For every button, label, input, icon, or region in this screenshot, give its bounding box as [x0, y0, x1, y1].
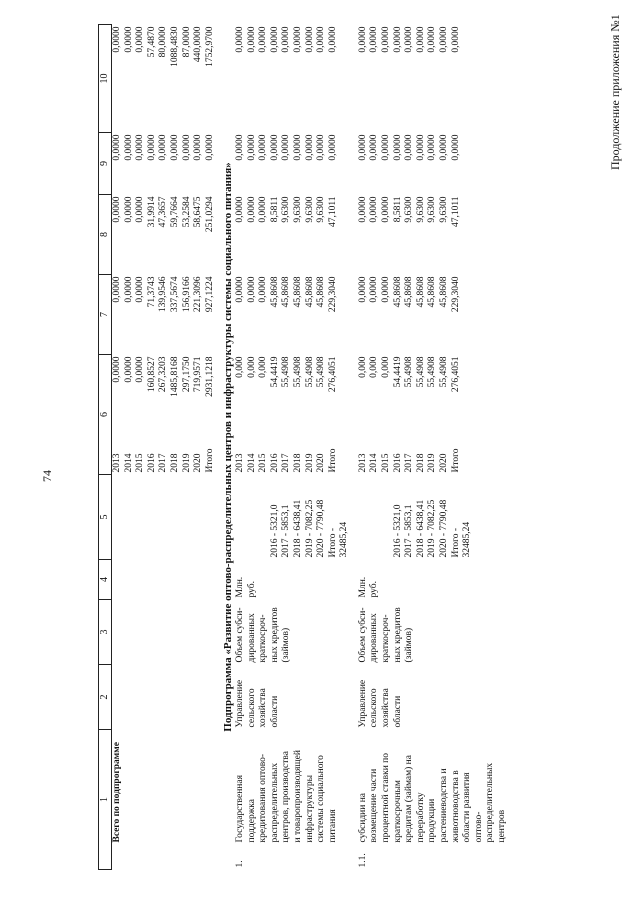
cell-line: 32485,24: [339, 521, 350, 558]
appendix-note: Продолжение приложения №1: [608, 14, 622, 170]
cell-line: 2016 - 5321,0: [392, 504, 403, 558]
row-years: [358, 435, 509, 475]
cell-line: ных кредитов: [269, 607, 280, 663]
cell-line: краткосроч-: [258, 614, 269, 663]
cell-line: 55,4908: [439, 356, 450, 388]
cell-line: 55,4908: [427, 356, 438, 388]
cell-line: 0,0000: [392, 26, 403, 53]
cell-line: 0,0000: [135, 276, 146, 303]
cell-line: 2020: [193, 453, 204, 473]
table-row: [235, 25, 351, 870]
row-col9: [358, 133, 509, 195]
row-unit: [235, 560, 351, 600]
cell-line: 0,0000: [258, 134, 269, 161]
cell-line: распределительных: [269, 762, 280, 843]
cell-line: 0,0000: [415, 26, 426, 53]
cell-line: 0,0000: [439, 26, 450, 53]
cell-line: 2020 - 7790,48: [316, 499, 327, 558]
cell-line: 0,0000: [415, 134, 426, 161]
cell-line: 2018: [169, 453, 180, 473]
cell-line: Итого: [327, 448, 338, 473]
cell-line: 45,8608: [292, 276, 303, 308]
cell-line: 0,0000: [158, 134, 169, 161]
cell-line: 2017: [281, 453, 292, 473]
cell-line: 0,0000: [123, 276, 134, 303]
col-header-9: 9: [99, 133, 112, 195]
cell-line: 0,0000: [258, 26, 269, 53]
cell-line: 2016: [392, 453, 403, 473]
row-indicator: [235, 600, 351, 665]
col-header-10: 10: [99, 25, 112, 133]
cell-line: центров, производства: [281, 751, 292, 843]
row-values: [235, 475, 351, 560]
cell-line: 9,6300: [439, 196, 450, 223]
cell-line: Объем субси-: [234, 607, 245, 663]
cell-line: [381, 477, 393, 558]
cell-line: 9,6300: [427, 196, 438, 223]
row-number: 1.1.: [357, 853, 368, 868]
cell-line: области: [269, 695, 280, 728]
cell-line: 0,0000: [135, 26, 146, 53]
cell-line: субсидии на: [357, 792, 368, 843]
cell-line: 0,0000: [427, 26, 438, 53]
cell-line: 47,1011: [327, 196, 338, 228]
cell-line: 2017: [404, 453, 415, 473]
cell-line: 2020: [316, 453, 327, 473]
cell-line: краткосрочным: [392, 780, 403, 843]
cell-line: 719,9571: [193, 356, 204, 393]
cell-line: 80,0000: [158, 26, 169, 58]
total-col9: [112, 133, 217, 195]
cell-line: 337,5674: [169, 276, 180, 313]
row-name: [358, 730, 509, 845]
cell-line: 0,0000: [357, 26, 368, 53]
cell-line: 0,0000: [146, 134, 157, 161]
cell-line: 0,0000: [112, 134, 122, 161]
cell-line: 0,0000: [316, 26, 327, 53]
cell-line: 2019: [304, 453, 315, 473]
cell-line: 2019 - 7082,25: [304, 499, 315, 558]
cell-line: 229,3040: [450, 276, 461, 313]
col-header-6: 6: [99, 355, 112, 475]
col-header-3: 3: [99, 600, 112, 665]
cell-line: 0,0000: [169, 134, 180, 161]
row-col6: [235, 355, 351, 435]
cell-line: руб.: [246, 581, 257, 598]
row-col7: [358, 275, 509, 355]
cell-line: 0,0000: [304, 26, 315, 53]
row-col8: [358, 195, 509, 275]
cell-line: 2013: [112, 453, 122, 473]
cell-line: 0,0000: [123, 196, 134, 223]
cell-line: 45,8608: [427, 276, 438, 308]
cell-line: кредитам (займам) на: [404, 755, 415, 843]
cell-line: (займов): [404, 627, 415, 663]
cell-line: 0,0000: [357, 196, 368, 223]
cell-line: [247, 477, 259, 558]
total-col10: [112, 25, 217, 133]
row-col7: [235, 275, 351, 355]
cell-line: дированных: [369, 613, 380, 663]
cell-line: 0,0000: [450, 134, 461, 161]
cell-line: 0,0000: [234, 134, 245, 161]
cell-line: 53,2584: [181, 196, 192, 228]
cell-line: 0,0000: [234, 26, 245, 53]
cell-line: 1485,8168: [169, 356, 180, 397]
cell-line: 0,000: [357, 356, 368, 378]
cell-line: возмещение части: [369, 768, 380, 843]
cell-line: (займов): [281, 627, 292, 663]
cell-line: 2017 - 5853,1: [281, 504, 292, 558]
cell-line: 0,0000: [404, 26, 415, 53]
cell-line: 0,0000: [369, 196, 380, 223]
cell-line: 0,0000: [181, 134, 192, 161]
cell-line: 45,8608: [304, 276, 315, 308]
cell-line: 71,3743: [146, 276, 157, 308]
cell-line: 2015: [135, 453, 146, 473]
cell-line: 0,0000: [112, 356, 122, 383]
cell-line: 0,000: [234, 356, 245, 378]
cell-line: животноводства в: [450, 770, 461, 843]
total-label: Всего по подпрограмме: [112, 742, 122, 843]
cell-line: 0,0000: [357, 276, 368, 303]
cell-line: 0,0000: [369, 134, 380, 161]
cell-line: 0,0000: [439, 134, 450, 161]
cell-line: 0,0000: [112, 26, 122, 53]
row-executor: [358, 665, 509, 730]
cell-line: 2013: [357, 453, 368, 473]
cell-line: 0,0000: [292, 26, 303, 53]
cell-line: 0,0000: [135, 196, 146, 223]
cell-line: 59,7664: [169, 196, 180, 228]
subprogram-title-row: [223, 25, 235, 870]
cell-line: хозяйства: [258, 688, 269, 728]
cell-line: 0,0000: [258, 196, 269, 223]
cell-line: 2015: [258, 453, 269, 473]
cell-line: Объем субси-: [357, 607, 368, 663]
cell-line: инфраструктуры: [304, 774, 315, 843]
cell-line: 927,1224: [204, 276, 215, 313]
cell-line: 229,3040: [327, 276, 338, 313]
cell-line: 9,6300: [304, 196, 315, 223]
cell-line: 2020 - 7790,48: [439, 499, 450, 558]
cell-line: переработку: [415, 792, 426, 843]
cell-line: 54,4419: [392, 356, 403, 388]
cell-line: питания: [327, 809, 338, 843]
cell-line: сельского: [369, 688, 380, 728]
row-values: [358, 475, 509, 560]
cell-line: 31,9914: [146, 196, 157, 228]
cell-line: сельского: [246, 688, 257, 728]
cell-line: 276,4051: [327, 356, 338, 393]
cell-line: хозяйства: [381, 688, 392, 728]
cell-line: 276,4051: [450, 356, 461, 393]
cell-line: 9,6300: [316, 196, 327, 223]
cell-line: 57,4870: [146, 26, 157, 58]
cell-line: 0,0000: [258, 276, 269, 303]
cell-line: 0,000: [381, 356, 392, 378]
cell-line: Млн.: [234, 576, 245, 598]
total-years: [112, 435, 217, 475]
cell-line: 297,1750: [181, 356, 192, 393]
cell-line: 0,0000: [369, 26, 380, 53]
cell-line: 55,4908: [292, 356, 303, 388]
cell-line: растениеводства и: [439, 768, 450, 843]
subprogram-title: Подпрограмма «Развитие оптово-распределительных центров и инфраструктуры системы социального питания»: [222, 162, 235, 732]
cell-line: 0,0000: [392, 134, 403, 161]
cell-line: 2018 - 6438,41: [292, 499, 303, 558]
cell-line: [235, 477, 247, 558]
cell-line: Итого: [450, 448, 461, 473]
cell-line: 267,3203: [158, 356, 169, 393]
cell-line: 2014: [246, 453, 257, 473]
cell-line: 0,0000: [404, 134, 415, 161]
cell-line: 9,6300: [281, 196, 292, 223]
cell-line: [258, 477, 270, 558]
cell-line: руб.: [369, 581, 380, 598]
cell-line: 0,0000: [193, 134, 204, 161]
cell-line: 1752,9700: [204, 26, 215, 67]
cell-line: [358, 477, 370, 558]
col-header-4: 4: [99, 560, 112, 600]
cell-line: Государственная: [234, 775, 245, 843]
cell-line: 0,000: [246, 356, 257, 378]
cell-line: 54,4419: [269, 356, 280, 388]
cell-line: 0,0000: [204, 134, 215, 161]
cell-line: 55,4908: [404, 356, 415, 388]
cell-line: 9,6300: [415, 196, 426, 223]
cell-line: 2019 - 7082,25: [427, 499, 438, 558]
cell-line: процентной ставки по: [381, 752, 392, 843]
row-col10: [358, 25, 509, 133]
cell-line: поддержка: [246, 799, 257, 843]
cell-line: 55,4908: [316, 356, 327, 388]
total-col6: [112, 355, 217, 435]
cell-line: Управление: [234, 679, 245, 728]
total-col8: [112, 195, 217, 275]
cell-line: оптово-: [473, 811, 484, 843]
cell-line: 440,0000: [193, 26, 204, 63]
cell-line: 0,0000: [112, 196, 122, 223]
cell-line: 1088,4830: [169, 26, 180, 67]
cell-line: 0,0000: [269, 26, 280, 53]
cell-line: 8,5811: [269, 196, 280, 223]
table-row: [358, 25, 509, 870]
row-col6: [358, 355, 509, 435]
cell-line: дированных: [246, 613, 257, 663]
cell-line: 0,0000: [450, 26, 461, 53]
cell-line: 2018: [292, 453, 303, 473]
cell-line: 45,8608: [316, 276, 327, 308]
row-col9: [235, 133, 351, 195]
cell-line: 8,5811: [392, 196, 403, 223]
row-col8: [235, 195, 351, 275]
cell-line: 0,0000: [234, 196, 245, 223]
cell-line: 2014: [369, 453, 380, 473]
cell-line: Итого -: [327, 527, 338, 558]
row-indicator: [358, 600, 509, 665]
cell-line: 0,0000: [281, 134, 292, 161]
cell-line: 0,0000: [381, 276, 392, 303]
cell-line: Управление: [357, 679, 368, 728]
cell-line: Итого -: [450, 527, 461, 558]
column-number-row: [99, 25, 112, 870]
cell-line: 32485,24: [462, 521, 473, 558]
cell-line: 0,0000: [246, 134, 257, 161]
col-header-7: 7: [99, 275, 112, 355]
cell-line: 0,0000: [269, 134, 280, 161]
cell-line: центров: [497, 809, 507, 843]
cell-line: 0,0000: [357, 134, 368, 161]
cell-line: продукции: [427, 798, 438, 843]
row-number: 1.: [234, 860, 245, 868]
cell-line: 47,3657: [158, 196, 169, 228]
cell-line: 2019: [181, 453, 192, 473]
cell-line: 0,0000: [281, 26, 292, 53]
cell-line: 0,0000: [112, 276, 122, 303]
cell-line: 2017 - 5853,1: [404, 504, 415, 558]
cell-line: 0,0000: [246, 196, 257, 223]
cell-line: 160,8527: [146, 356, 157, 393]
cell-line: краткосроч-: [381, 614, 392, 663]
cell-line: 0,0000: [381, 134, 392, 161]
cell-line: 9,6300: [292, 196, 303, 223]
cell-line: 0,0000: [123, 356, 134, 383]
cell-line: ных кредитов: [392, 607, 403, 663]
rotated-table-page: [98, 25, 588, 870]
page-number: 74: [40, 470, 54, 482]
col-header-2: 2: [99, 665, 112, 730]
cell-line: 2016 - 5321,0: [269, 504, 280, 558]
cell-line: 45,8608: [404, 276, 415, 308]
cell-line: 9,6300: [404, 196, 415, 223]
cell-line: 2013: [234, 453, 245, 473]
cell-line: 2015: [381, 453, 392, 473]
cell-line: 2017: [158, 453, 169, 473]
cell-line: 0,0000: [304, 134, 315, 161]
row-col10: [235, 25, 351, 133]
cell-line: и товаропроизводящей: [292, 750, 303, 843]
cell-line: 55,4908: [304, 356, 315, 388]
cell-line: 0,0000: [135, 356, 146, 383]
cell-line: Итого: [204, 448, 215, 473]
cell-line: 2014: [123, 453, 134, 473]
cell-line: Млн.: [357, 576, 368, 598]
cell-line: 0,0000: [327, 26, 338, 53]
cell-line: 0,0000: [292, 134, 303, 161]
cell-line: области развития: [462, 772, 473, 843]
col-header-8: 8: [99, 195, 112, 275]
col-header-5: 5: [99, 475, 112, 560]
cell-line: 45,8608: [392, 276, 403, 308]
cell-line: 2016: [146, 453, 157, 473]
cell-line: 139,9546: [158, 276, 169, 313]
cell-line: 45,8608: [415, 276, 426, 308]
cell-line: 0,0000: [381, 196, 392, 223]
cell-line: 55,4908: [415, 356, 426, 388]
total-row: [112, 25, 217, 870]
cell-line: 156,9166: [181, 276, 192, 313]
cell-line: 45,8608: [269, 276, 280, 308]
cell-line: 2019: [427, 453, 438, 473]
cell-line: 2018 - 6438,41: [415, 499, 426, 558]
cell-line: 45,8608: [281, 276, 292, 308]
cell-line: 0,0000: [316, 134, 327, 161]
cell-line: области: [392, 695, 403, 728]
cell-line: 2931,1218: [204, 356, 215, 397]
cell-line: [369, 477, 381, 558]
cell-line: 87,0000: [181, 26, 192, 58]
row-name: [235, 730, 351, 845]
cell-line: 0,0000: [234, 276, 245, 303]
cell-line: 0,0000: [246, 276, 257, 303]
cell-line: 0,0000: [369, 276, 380, 303]
cell-line: 0,0000: [327, 134, 338, 161]
cell-line: 0,0000: [381, 26, 392, 53]
cell-line: 2020: [439, 453, 450, 473]
total-col7: [112, 275, 217, 355]
cell-line: 0,0000: [123, 26, 134, 53]
cell-line: 0,0000: [123, 134, 134, 161]
cell-line: 221,3096: [193, 276, 204, 313]
row-unit: [358, 560, 509, 600]
row-years: [235, 435, 351, 475]
cell-line: 0,000: [258, 356, 269, 378]
cell-line: 58,6475: [193, 196, 204, 228]
cell-line: 251,0294: [204, 196, 215, 233]
col-header-1: 1: [99, 730, 112, 870]
cell-line: кредитования оптово-: [258, 753, 269, 843]
cell-line: 55,4908: [281, 356, 292, 388]
cell-line: 47,1011: [450, 196, 461, 228]
cell-line: 0,0000: [135, 134, 146, 161]
program-table: [98, 24, 509, 870]
cell-line: 2016: [269, 453, 280, 473]
cell-line: 0,000: [369, 356, 380, 378]
row-executor: [235, 665, 351, 730]
cell-line: системы социального: [316, 755, 327, 843]
cell-line: 0,0000: [246, 26, 257, 53]
cell-line: 0,0000: [427, 134, 438, 161]
cell-line: 45,8608: [439, 276, 450, 308]
cell-line: распределительных: [485, 762, 496, 843]
cell-line: 2018: [415, 453, 426, 473]
